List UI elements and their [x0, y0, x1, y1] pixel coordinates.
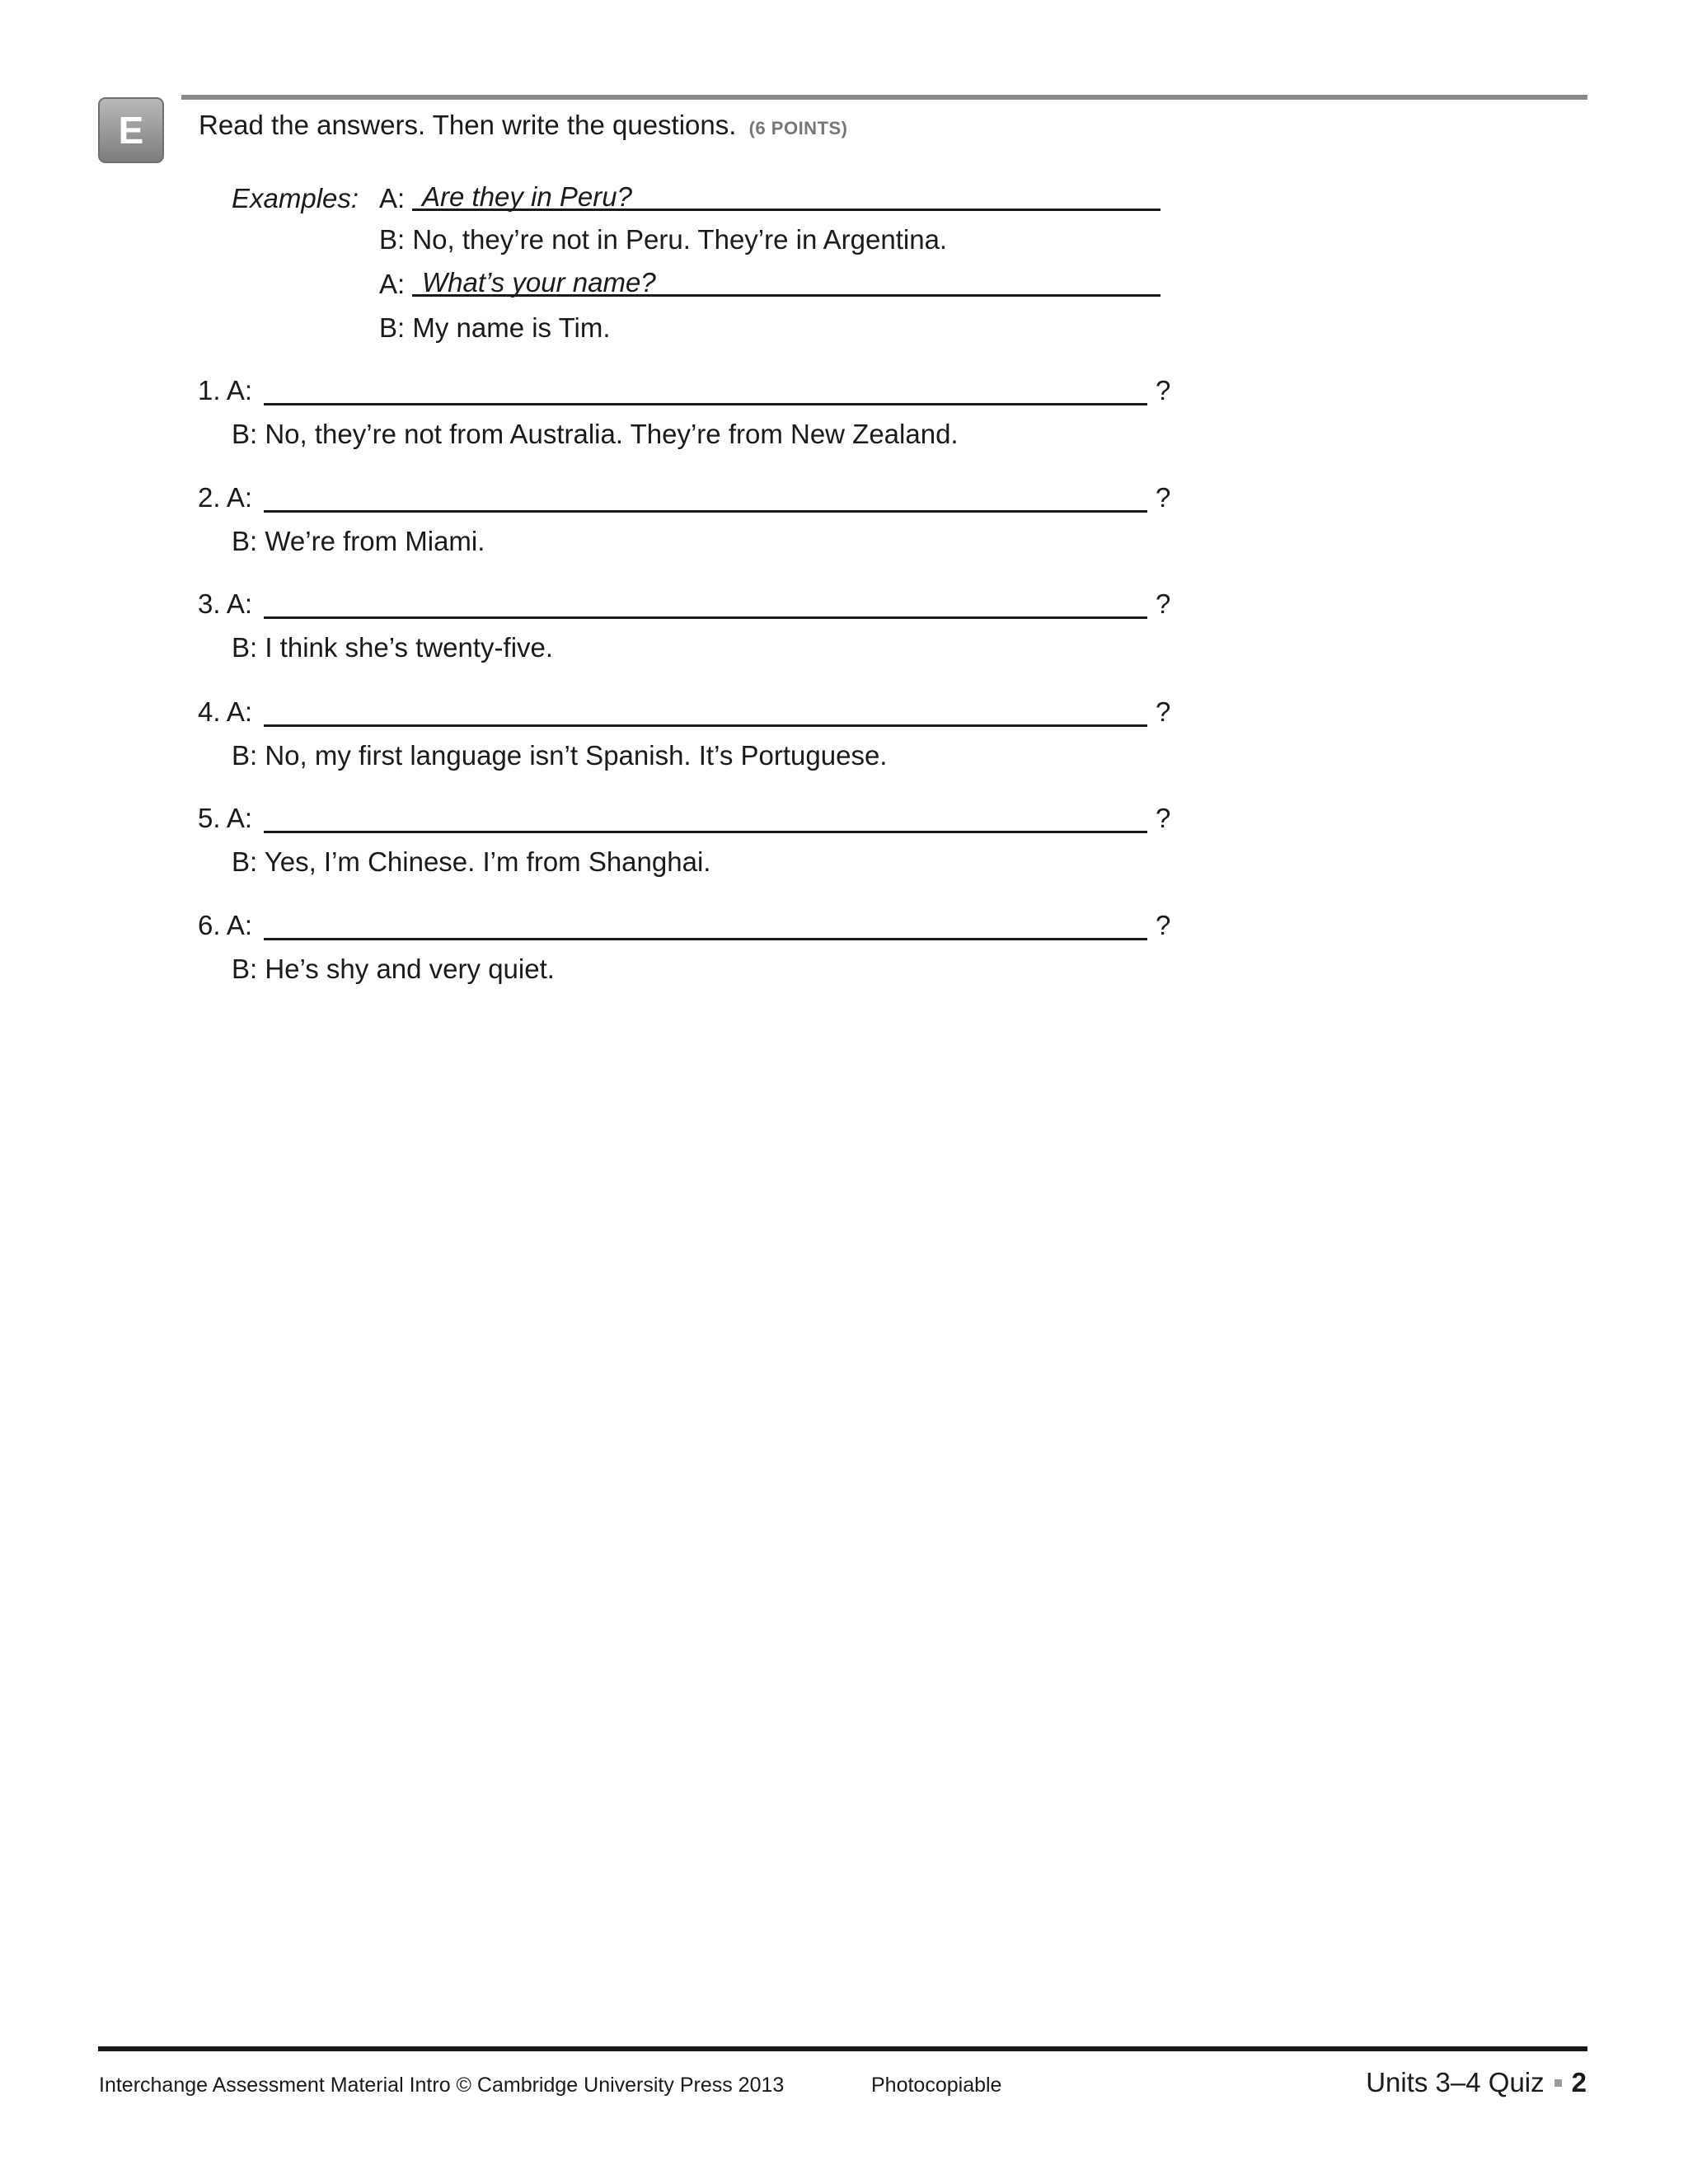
example-2-answer-line: [412, 267, 1160, 297]
question-5-mark: ?: [1156, 803, 1171, 833]
example-1-b-text: B: No, they’re not in Peru. They’re in Argentina.: [379, 224, 948, 255]
square-bullet-icon: [1554, 2079, 1562, 2087]
question-4-label: 4. A:: [198, 696, 253, 727]
question-3-mark: ?: [1156, 588, 1171, 619]
example-2-answer: What’s your name?: [422, 267, 656, 298]
question-5-b-text: B: Yes, I’m Chinese. I’m from Shanghai.: [232, 846, 711, 877]
question-2-b-text: B: We’re from Miami.: [232, 526, 485, 556]
question-1-answer-line[interactable]: [264, 373, 1147, 405]
points-label: (6 POINTS): [748, 118, 848, 138]
example-2-a-prefix: A:: [379, 269, 406, 299]
example-2-b-text: B: My name is Tim.: [379, 312, 611, 343]
top-divider: [181, 95, 1587, 100]
question-2-mark: ?: [1156, 482, 1171, 513]
question-3-label: 3. A:: [198, 588, 253, 619]
example-1-answer-line: [412, 181, 1160, 211]
question-2-answer-line[interactable]: [264, 480, 1147, 513]
section-instruction: [199, 110, 848, 141]
question-4-mark: ?: [1156, 696, 1171, 727]
question-6-label: 6. A:: [198, 910, 253, 940]
footer-copyright: Interchange Assessment Material Intro © Cambridge University Press 2013: [99, 2074, 785, 2097]
question-2-label: 2. A:: [198, 482, 253, 513]
question-3-answer-line[interactable]: [264, 587, 1147, 619]
footer-quiz-title: Units 3–4 Quiz: [1366, 2067, 1545, 2097]
question-3-b-text: B: I think she’s twenty-five.: [232, 632, 554, 663]
question-1-mark: ?: [1156, 375, 1171, 405]
footer-quiz-info: [1366, 2067, 1587, 2098]
question-6-mark: ?: [1156, 910, 1171, 940]
question-1-b-text: B: No, they’re not from Australia. They’re from New Zealand.: [232, 419, 959, 449]
question-5-label: 5. A:: [198, 803, 253, 833]
instruction-text: Read the answers. Then write the questions.: [199, 110, 737, 140]
question-6-b-text: B: He’s shy and very quiet.: [232, 954, 555, 984]
question-5-answer-line[interactable]: [264, 801, 1147, 833]
question-4-answer-line[interactable]: [264, 695, 1147, 727]
question-6-answer-line[interactable]: [264, 908, 1147, 940]
question-1-label: 1. A:: [198, 375, 253, 405]
section-letter-badge: E: [98, 97, 164, 163]
question-4-b-text: B: No, my first language isn’t Spanish. It’s Portuguese.: [232, 740, 888, 771]
footer-photocopiable: Photocopiable: [871, 2074, 1002, 2097]
bottom-divider: [98, 2046, 1587, 2051]
examples-label: Examples:: [232, 183, 359, 213]
page-number: 2: [1571, 2067, 1587, 2097]
example-1-answer: Are they in Peru?: [422, 181, 632, 212]
example-1-a-prefix: A:: [379, 183, 406, 213]
